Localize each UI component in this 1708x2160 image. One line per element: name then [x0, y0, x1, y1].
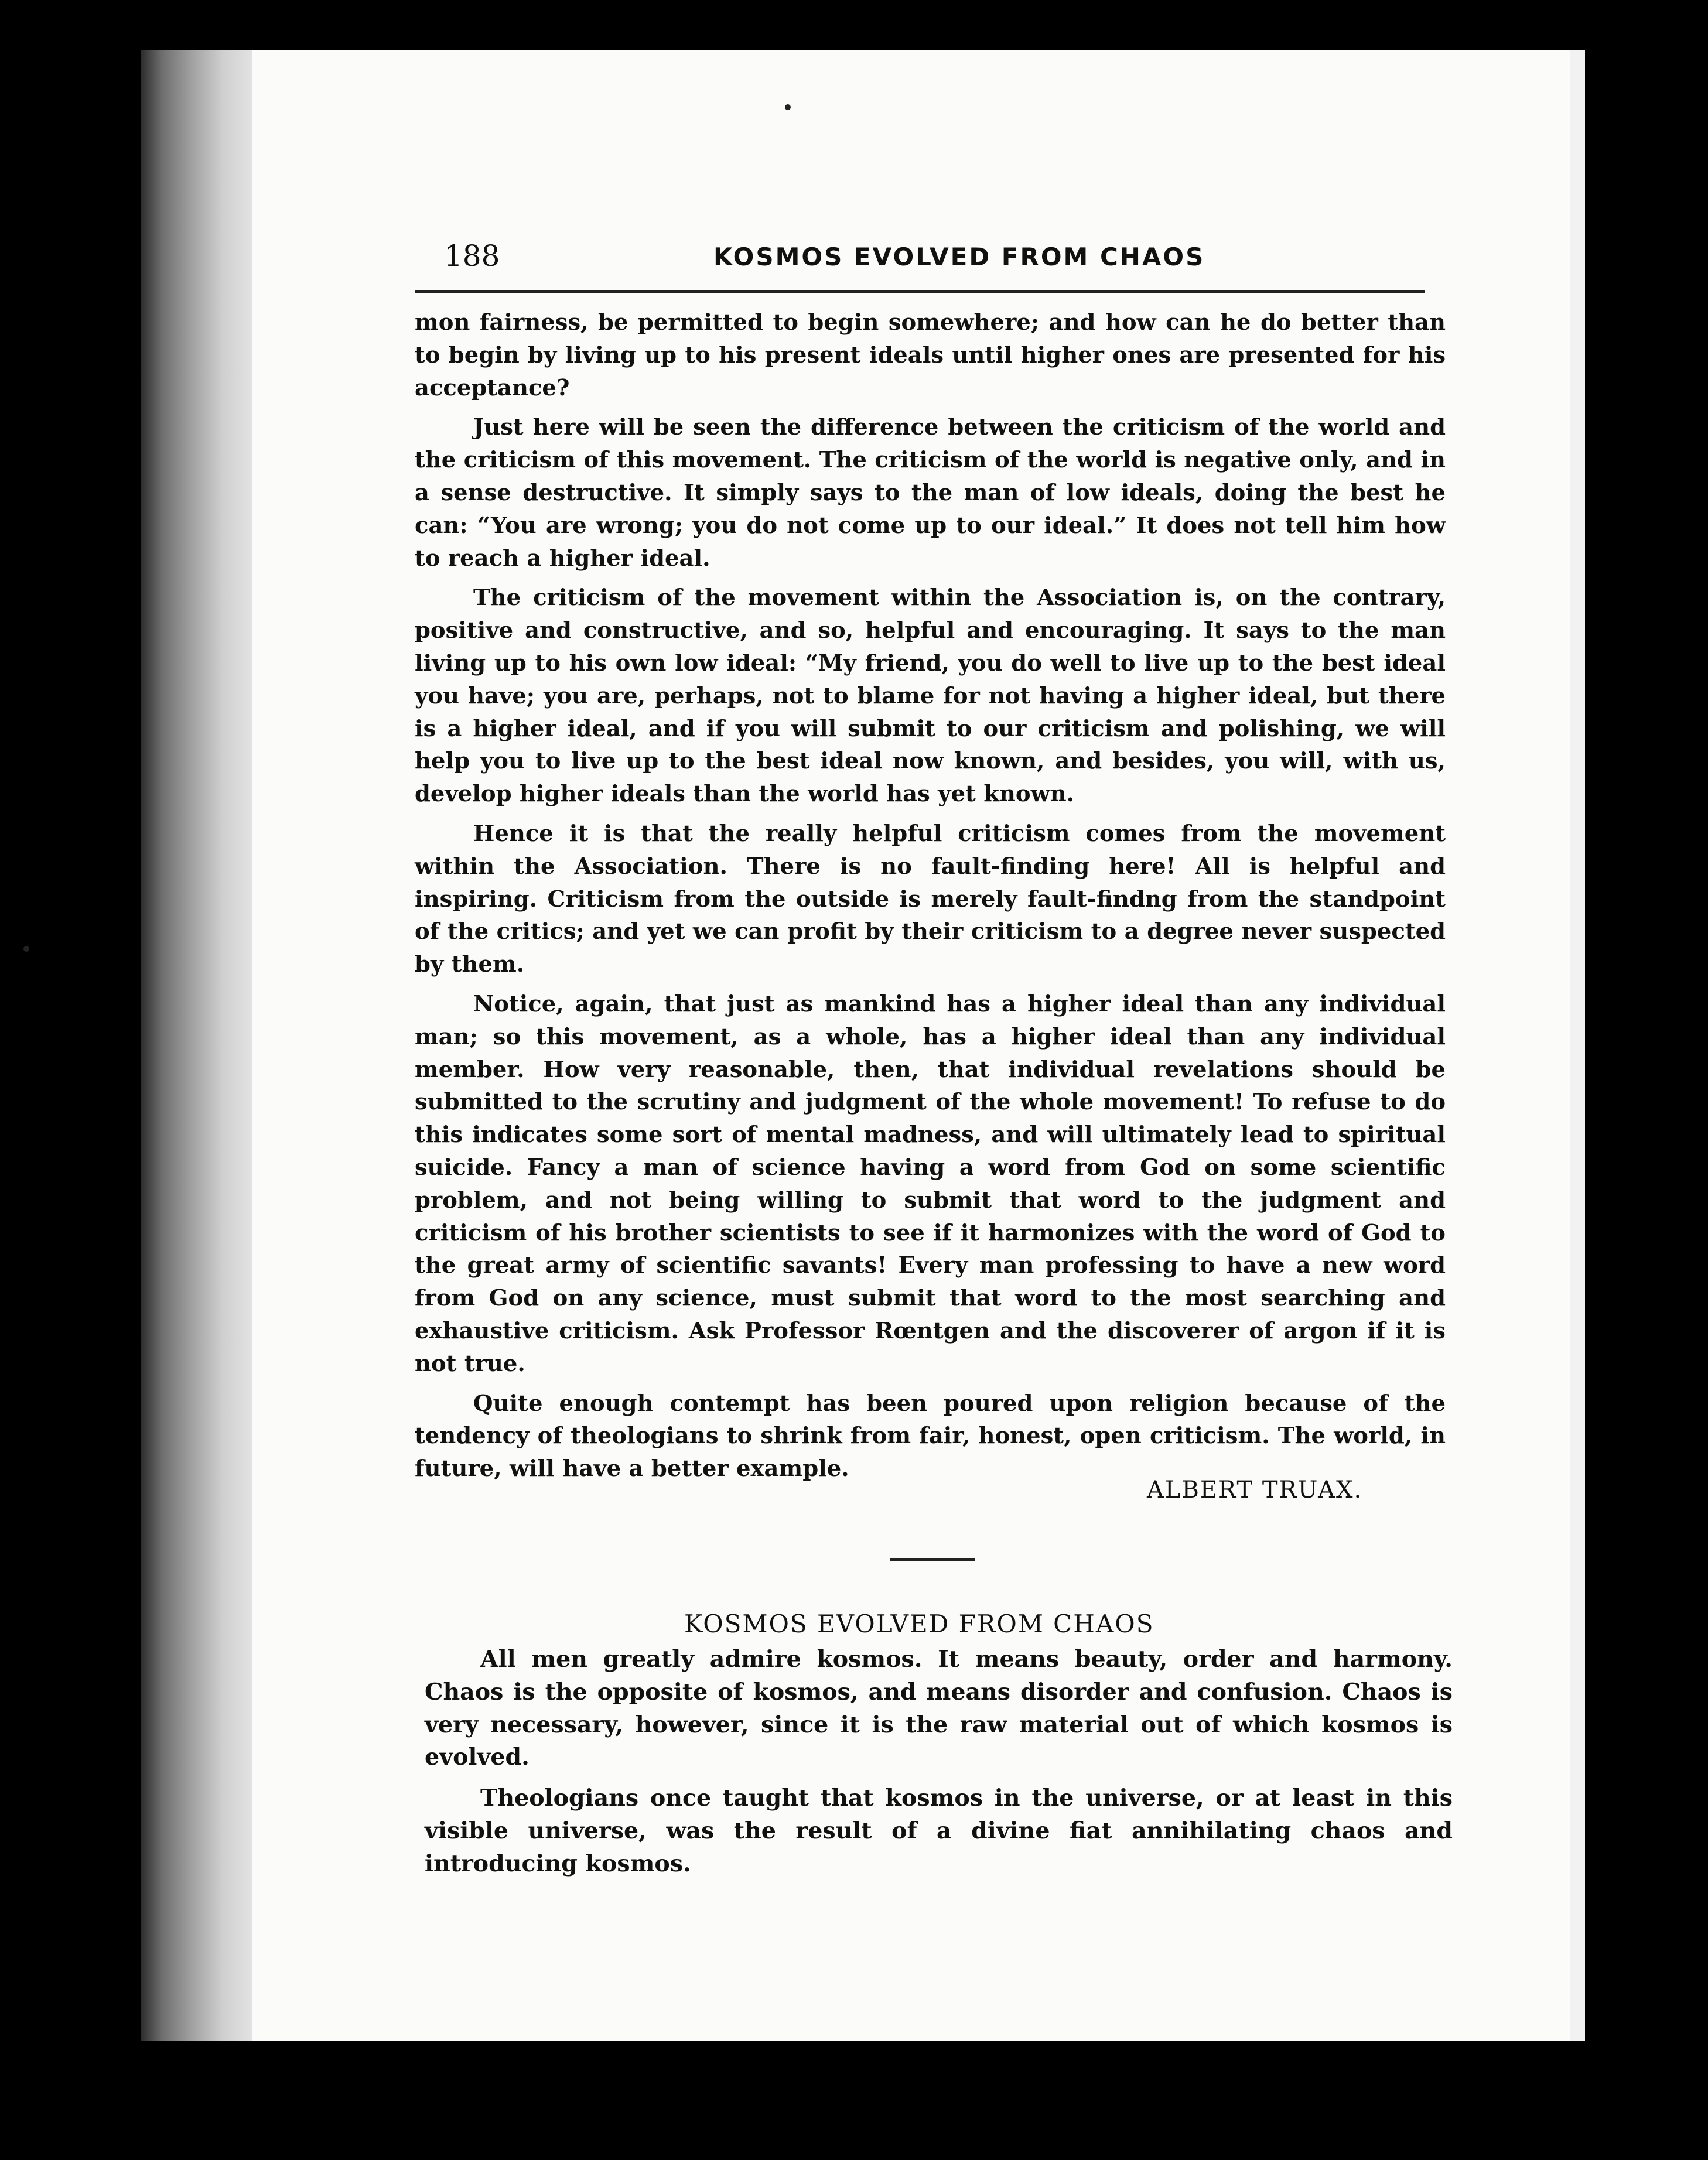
- book-spine-edge: [141, 50, 258, 2041]
- speck-mark: [23, 946, 29, 952]
- paragraph: mon fairness, be permitted to begin somewhere; and how can he do better than to begin by living up to his present ideals until higher ones are presented for his acceptance?: [415, 309, 1446, 401]
- running-title: KOSMOS EVOLVED FROM CHAOS: [713, 242, 1205, 271]
- paragraph: Theologians once taught that kosmos in the universe, or at least in this visible universe, was the result of a divine fiat annihilating chaos and introducing kosmos.: [425, 1785, 1453, 1877]
- paragraph: Notice, again, that just as mankind has a higher ideal than any individual man; so this movement, as a whole, has a higher ideal than any individual member. How very reasonable, then, that individual revelations should be submitted to the scrutiny and judgment of the whole movement! To refuse to do this indicates some sort of mental madness, and will ultimately lead to spiritual suicide. Fancy a man of science having a word from God on some scientific problem, and not being willing to submit that word to the judgment and criticism of his brother scientists to see if it harmonizes with the word of God to the great army of scientific savants! Every man professing to have a new word from God on any science, must submit that word to the most searching and exhaustive criticism. Ask Professor Rœntgen and the discoverer of argon if it is not true.: [415, 990, 1446, 1377]
- paragraph: Hence it is that the really helpful criticism comes from the movement within the Association. There is no fault-finding here! All is helpful and inspiring. Criticism from the outside is merely fault-findng from the standpoint of the critics; and yet we can profit by their criticism to a degree never suspected by them.: [415, 820, 1446, 978]
- speck-mark: [785, 104, 791, 110]
- section-divider: [890, 1558, 975, 1561]
- page-right-edge: [1570, 50, 1585, 2041]
- paragraph: Just here will be seen the difference between the criticism of the world and the criticism of this movement. The criticism of the world is negative only, and in a sense destructive. It simply says to the man of low ideals, doing the best he can: “You are wrong; you do not come up to our ideal.” It does not tell him how to reach a higher ideal.: [415, 414, 1446, 572]
- section-body: [425, 1643, 1453, 1889]
- paragraph: The criticism of the movement within the Association is, on the contrary, positive and constructive, and so, helpful and encouraging. It says to the man living up to his own low ideal: “My friend, you do well to live up to the best ideal you have; you are, perhaps, not to blame for not having a higher ideal, but there is a higher ideal, and if you will submit to our criticism and polishing, we will help you to live up to the best ideal now known, and besides, you will, with us, develop higher ideals than the world has yet known.: [415, 585, 1446, 808]
- paragraph: All men greatly admire kosmos. It means beauty, order and harmony. Chaos is the opposite of kosmos, and means disorder and confusion. Chaos is very necessary, however, since it is the raw material out of which kosmos is evolved.: [425, 1646, 1453, 1771]
- author-signature: ALBERT TRUAX.: [1147, 1477, 1363, 1503]
- article-body: [415, 306, 1446, 1492]
- page-header: [415, 239, 1425, 286]
- header-rule: [415, 290, 1425, 293]
- section-title: KOSMOS EVOLVED FROM CHAOS: [684, 1609, 1154, 1638]
- page-number: 188: [444, 239, 500, 273]
- paragraph: Quite enough contempt has been poured upon religion because of the tendency of theologians to shrink from fair, honest, open criticism. The world, in future, will have a better example.: [415, 1390, 1446, 1482]
